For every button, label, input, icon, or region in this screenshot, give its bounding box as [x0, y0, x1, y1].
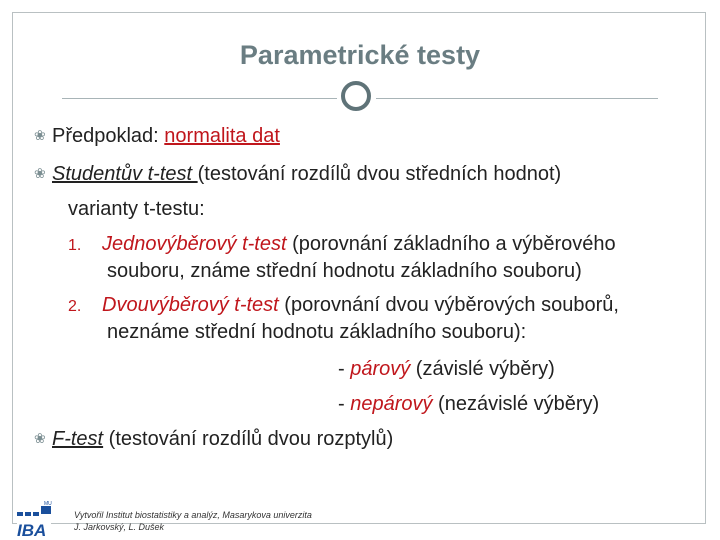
- bullet-student-ttest: [34, 163, 561, 186]
- bullet-icon: ❀: [34, 430, 46, 446]
- one-sample-desc: (porovnání základního a výběrového: [286, 233, 616, 255]
- title-divider-left: [62, 98, 337, 99]
- unpaired-prefix: -: [338, 393, 351, 415]
- footer-credits: [74, 509, 312, 533]
- two-sample-desc: (porovnání dvou výběrových souborů,: [278, 294, 619, 316]
- unpaired-desc: (nezávislé výběry): [432, 393, 600, 415]
- unpaired-line: [338, 393, 599, 416]
- bullet-ftest: [34, 428, 393, 451]
- logo-text: IBA: [17, 521, 47, 538]
- assumption-label: Předpoklad:: [52, 125, 165, 147]
- two-sample-term: Dvouvýběrový t-test: [102, 294, 279, 316]
- bullet-icon: ❀: [34, 127, 46, 143]
- bullet-assumption: [34, 125, 280, 148]
- iba-logo-icon: [15, 500, 55, 538]
- slide-title: Parametrické testy: [239, 40, 481, 70]
- one-sample-term: Jednovýběrový t-test: [102, 233, 287, 255]
- one-sample-desc-cont: souboru, známe střední hodnotu základního souboru): [107, 260, 582, 282]
- bullet-icon: ❀: [34, 165, 46, 181]
- divider-ring-icon: [341, 81, 371, 111]
- ftest-desc: (testování rozdílů dvou rozptylů): [103, 428, 394, 450]
- ttest-variants-label: varianty t-testu:: [68, 198, 205, 220]
- student-ttest-desc: (testování rozdílů dvou středních hodnot): [197, 163, 562, 185]
- list-number: 1.: [68, 237, 82, 254]
- list-item-two-sample: [68, 294, 619, 317]
- paired-line: [338, 358, 555, 381]
- logo-small-text: MU: [44, 501, 52, 507]
- paired-prefix: -: [338, 358, 351, 380]
- assumption-value: normalita dat: [164, 125, 280, 147]
- unpaired-term: nepárový: [350, 393, 433, 415]
- footer-line-1: Vytvořil Institut biostatistiky a analýz, Masarykova univerzita: [74, 510, 312, 520]
- footer-line-2: J. Jarkovský, L. Dušek: [74, 522, 165, 532]
- list-number: 2.: [68, 298, 82, 315]
- two-sample-desc-cont: neznáme střední hodnotu základního souboru):: [107, 321, 527, 343]
- paired-term: párový: [350, 358, 411, 380]
- ftest-term: F-test: [52, 428, 104, 450]
- title-divider-right: [376, 98, 658, 99]
- list-item-one-sample: [68, 233, 616, 256]
- student-ttest-term: Studentův t-test: [52, 163, 198, 185]
- paired-desc: (závislé výběry): [410, 358, 555, 380]
